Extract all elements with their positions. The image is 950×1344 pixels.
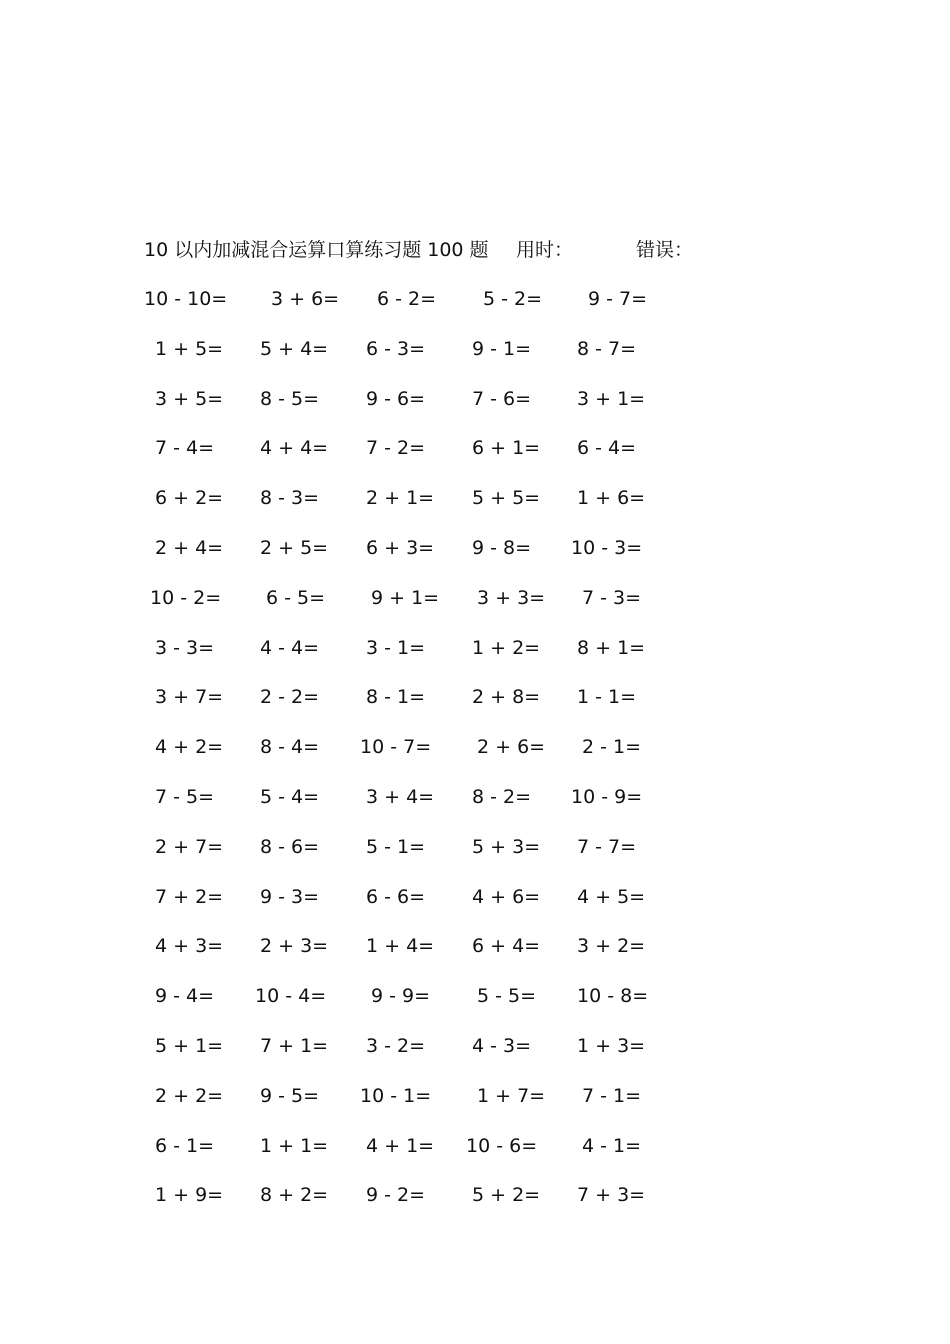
arithmetic-problem: 2 + 3= xyxy=(260,935,329,958)
arithmetic-problem: 10 - 3= xyxy=(571,536,643,559)
arithmetic-problem: 5 - 2= xyxy=(483,288,543,310)
arithmetic-problem: 6 - 1= xyxy=(155,1134,215,1157)
arithmetic-problem: 9 - 4= xyxy=(155,985,215,1008)
problem-row xyxy=(0,1081,950,1131)
arithmetic-problem: 7 - 3= xyxy=(582,586,642,609)
arithmetic-problem: 5 + 1= xyxy=(155,1034,224,1057)
arithmetic-problem: 1 + 7= xyxy=(477,1084,546,1107)
arithmetic-problem: 1 + 1= xyxy=(260,1134,329,1157)
arithmetic-problem: 3 + 4= xyxy=(366,785,435,808)
arithmetic-problem: 6 - 2= xyxy=(377,288,437,310)
arithmetic-problem: 5 - 1= xyxy=(366,835,426,858)
problem-row xyxy=(0,433,950,483)
arithmetic-problem: 8 - 2= xyxy=(472,785,532,808)
arithmetic-problem: 3 + 3= xyxy=(477,586,546,609)
arithmetic-problem: 4 - 4= xyxy=(260,636,320,659)
arithmetic-problem: 7 - 4= xyxy=(155,437,215,460)
problem-row xyxy=(0,284,950,334)
problem-row xyxy=(0,832,950,882)
arithmetic-problem: 7 + 2= xyxy=(155,885,224,908)
arithmetic-problem: 5 + 3= xyxy=(472,835,541,858)
problem-grid xyxy=(0,284,950,1230)
arithmetic-problem: 7 - 5= xyxy=(155,785,215,808)
arithmetic-problem: 1 + 4= xyxy=(366,935,435,958)
problem-row xyxy=(0,533,950,583)
arithmetic-problem: 1 + 3= xyxy=(577,1034,646,1057)
arithmetic-problem: 10 - 7= xyxy=(360,736,432,759)
arithmetic-problem: 2 + 1= xyxy=(366,487,435,510)
arithmetic-problem: 3 + 7= xyxy=(155,686,224,709)
problem-row xyxy=(0,1131,950,1181)
arithmetic-problem: 9 - 2= xyxy=(366,1184,426,1207)
problem-row xyxy=(0,633,950,683)
arithmetic-problem: 3 - 3= xyxy=(155,636,215,659)
arithmetic-problem: 2 + 8= xyxy=(472,686,541,709)
arithmetic-problem: 9 - 7= xyxy=(588,288,648,310)
arithmetic-problem: 1 - 1= xyxy=(577,686,637,709)
arithmetic-problem: 6 - 4= xyxy=(577,437,637,460)
arithmetic-problem: 5 + 5= xyxy=(472,487,541,510)
arithmetic-problem: 2 + 7= xyxy=(155,835,224,858)
arithmetic-problem: 9 - 3= xyxy=(260,885,320,908)
arithmetic-problem: 7 - 7= xyxy=(577,835,637,858)
arithmetic-problem: 2 + 2= xyxy=(155,1084,224,1107)
arithmetic-problem: 7 - 6= xyxy=(472,387,532,410)
arithmetic-problem: 4 + 3= xyxy=(155,935,224,958)
arithmetic-problem: 4 + 2= xyxy=(155,736,224,759)
arithmetic-problem: 7 - 2= xyxy=(366,437,426,460)
arithmetic-problem: 9 - 6= xyxy=(366,387,426,410)
arithmetic-problem: 7 + 3= xyxy=(577,1184,646,1207)
arithmetic-problem: 4 + 5= xyxy=(577,885,646,908)
arithmetic-problem: 9 - 5= xyxy=(260,1084,320,1107)
arithmetic-problem: 9 - 1= xyxy=(472,337,532,360)
problem-row xyxy=(0,583,950,633)
arithmetic-problem: 6 + 2= xyxy=(155,487,224,510)
arithmetic-problem: 6 + 4= xyxy=(472,935,541,958)
arithmetic-problem: 6 - 5= xyxy=(266,586,326,609)
arithmetic-problem: 5 + 2= xyxy=(472,1184,541,1207)
arithmetic-problem: 1 + 9= xyxy=(155,1184,224,1207)
problem-row xyxy=(0,682,950,732)
time-used-label: 用时： xyxy=(516,239,574,261)
arithmetic-problem: 8 + 2= xyxy=(260,1184,329,1207)
worksheet-title: 10 以内加减混合运算口算练习题 100 题 xyxy=(144,239,489,261)
arithmetic-problem: 8 - 6= xyxy=(260,835,320,858)
arithmetic-problem: 9 - 8= xyxy=(472,536,532,559)
arithmetic-problem: 8 - 4= xyxy=(260,736,320,759)
arithmetic-problem: 7 - 1= xyxy=(582,1084,642,1107)
arithmetic-problem: 5 + 4= xyxy=(260,337,329,360)
arithmetic-problem: 10 - 4= xyxy=(255,985,327,1008)
problem-row xyxy=(0,882,950,932)
worksheet-header xyxy=(144,236,844,264)
problem-row xyxy=(0,1031,950,1081)
arithmetic-problem: 3 + 2= xyxy=(577,935,646,958)
arithmetic-problem: 10 - 10= xyxy=(144,288,228,310)
arithmetic-problem: 3 + 5= xyxy=(155,387,224,410)
arithmetic-problem: 2 + 4= xyxy=(155,536,224,559)
arithmetic-problem: 10 - 1= xyxy=(360,1084,432,1107)
problem-row xyxy=(0,483,950,533)
arithmetic-problem: 2 - 1= xyxy=(582,736,642,759)
arithmetic-problem: 4 + 6= xyxy=(472,885,541,908)
arithmetic-problem: 4 + 4= xyxy=(260,437,329,460)
arithmetic-problem: 4 + 1= xyxy=(366,1134,435,1157)
arithmetic-problem: 6 + 3= xyxy=(366,536,435,559)
arithmetic-problem: 8 - 5= xyxy=(260,387,320,410)
problem-row xyxy=(0,931,950,981)
arithmetic-problem: 3 - 2= xyxy=(366,1034,426,1057)
problem-row xyxy=(0,1180,950,1230)
arithmetic-problem: 1 + 2= xyxy=(472,636,541,659)
arithmetic-problem: 8 - 3= xyxy=(260,487,320,510)
arithmetic-problem: 3 - 1= xyxy=(366,636,426,659)
arithmetic-problem: 8 - 1= xyxy=(366,686,426,709)
arithmetic-problem: 7 + 1= xyxy=(260,1034,329,1057)
arithmetic-problem: 9 + 1= xyxy=(371,586,440,609)
arithmetic-problem: 1 + 5= xyxy=(155,337,224,360)
arithmetic-problem: 1 + 6= xyxy=(577,487,646,510)
problem-row xyxy=(0,782,950,832)
arithmetic-problem: 3 + 1= xyxy=(577,387,646,410)
arithmetic-problem: 2 - 2= xyxy=(260,686,320,709)
arithmetic-problem: 8 - 7= xyxy=(577,337,637,360)
arithmetic-problem: 2 + 6= xyxy=(477,736,546,759)
arithmetic-problem: 4 - 1= xyxy=(582,1134,642,1157)
arithmetic-problem: 5 - 5= xyxy=(477,985,537,1008)
arithmetic-problem: 10 - 6= xyxy=(466,1134,538,1157)
arithmetic-problem: 6 - 6= xyxy=(366,885,426,908)
arithmetic-problem: 6 - 3= xyxy=(366,337,426,360)
arithmetic-problem: 5 - 4= xyxy=(260,785,320,808)
problem-row xyxy=(0,732,950,782)
arithmetic-problem: 8 + 1= xyxy=(577,636,646,659)
arithmetic-problem: 3 + 6= xyxy=(271,288,340,310)
arithmetic-problem: 10 - 9= xyxy=(571,785,643,808)
arithmetic-problem: 2 + 5= xyxy=(260,536,329,559)
problem-row xyxy=(0,334,950,384)
problem-row xyxy=(0,981,950,1031)
arithmetic-problem: 10 - 2= xyxy=(150,586,222,609)
arithmetic-problem: 10 - 8= xyxy=(577,985,649,1008)
arithmetic-problem: 4 - 3= xyxy=(472,1034,532,1057)
arithmetic-problem: 6 + 1= xyxy=(472,437,541,460)
error-count-label: 错误： xyxy=(636,239,694,261)
arithmetic-problem: 9 - 9= xyxy=(371,985,431,1008)
problem-row xyxy=(0,384,950,434)
